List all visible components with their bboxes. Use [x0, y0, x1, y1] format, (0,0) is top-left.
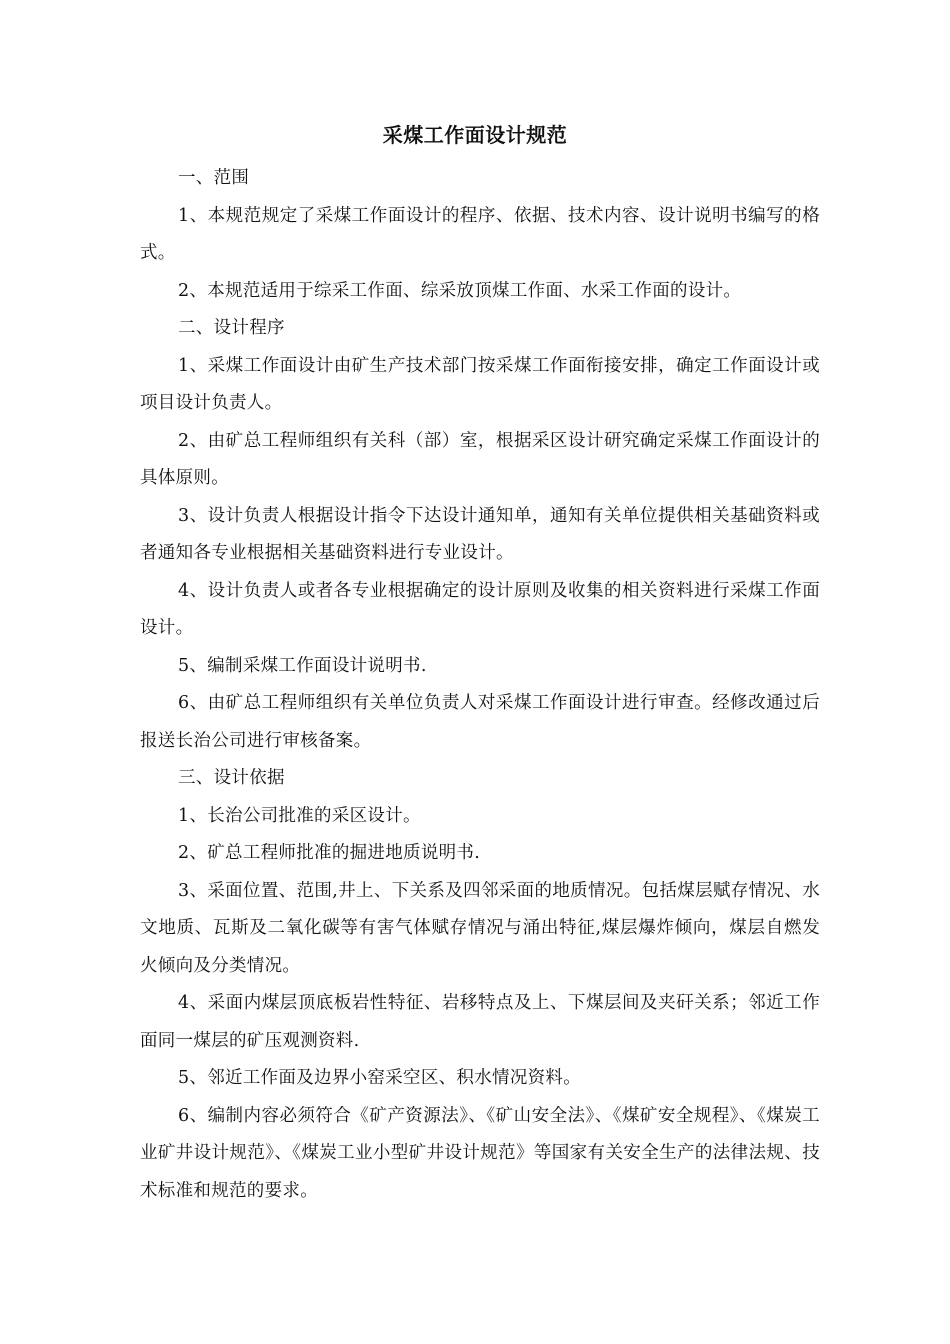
section-heading-procedure: 二、设计程序 [178, 318, 285, 338]
document-title: 采煤工作面设计规范 [382, 123, 568, 147]
paragraph: 1、长治公司批准的采区设计。 [178, 805, 421, 826]
paragraph: 2、由矿总工程师组织有关科（部）室，根据采区设计研究确定采煤工作面设计的具体原则。 [140, 430, 820, 488]
paragraph: 5、邻近工作面及边界小窑采空区、积水情况资料。 [178, 1068, 582, 1088]
paragraph: 2、本规范适用于综采工作面、综采放顶煤工作面、水采工作面的设计。 [178, 280, 742, 301]
section-heading-scope: 一、范围 [178, 168, 250, 188]
paragraph: 2、矿总工程师批准的掘进地质说明书. [178, 843, 481, 863]
section-heading-basis: 三、设计依据 [178, 768, 285, 788]
paragraph: 4、设计负责人或者各专业根据确定的设计原则及收集的相关资料进行采煤工作面设计。 [140, 580, 820, 638]
paragraph: 1、本规范规定了采煤工作面设计的程序、依据、技术内容、设计说明书编写的格式。 [140, 205, 820, 263]
paragraph: 3、采面位置、范围,井上、下关系及四邻采面的地质情况。包括煤层赋存情况、水文地质、瓦斯及二氧化碳等有害气体赋存情况与涌出特征,煤层爆炸倾向，煤层自燃发火倾向及分类情况。 [140, 880, 820, 976]
paragraph: 3、设计负责人根据设计指令下达设计通知单，通知有关单位提供相关基础资料或者通知各专业根据相关基础资料进行专业设计。 [140, 505, 820, 563]
paragraph: 6、由矿总工程师组织有关单位负责人对采煤工作面设计进行审查。经修改通过后报送长治公司进行审核备案。 [140, 693, 820, 751]
paragraph: 1、采煤工作面设计由矿生产技术部门按采煤工作面衔接安排，确定工作面设计或项目设计负责人。 [140, 355, 820, 413]
paragraph: 5、编制采煤工作面设计说明书. [178, 655, 427, 676]
document-body [140, 160, 820, 1210]
paragraph: 4、采面内煤层顶底板岩性特征、岩移特点及上、下煤层间及夹矸关系；邻近工作面同一煤层的矿压观测资料. [140, 993, 820, 1051]
paragraph: 6、编制内容必须符合《矿产资源法》、《矿山安全法》、《煤矿安全规程》、《煤炭工业矿井设计规范》、《煤炭工业小型矿井设计规范》等国家有关安全生产的法律法规、技术标准和规范的要求。 [140, 1105, 820, 1201]
